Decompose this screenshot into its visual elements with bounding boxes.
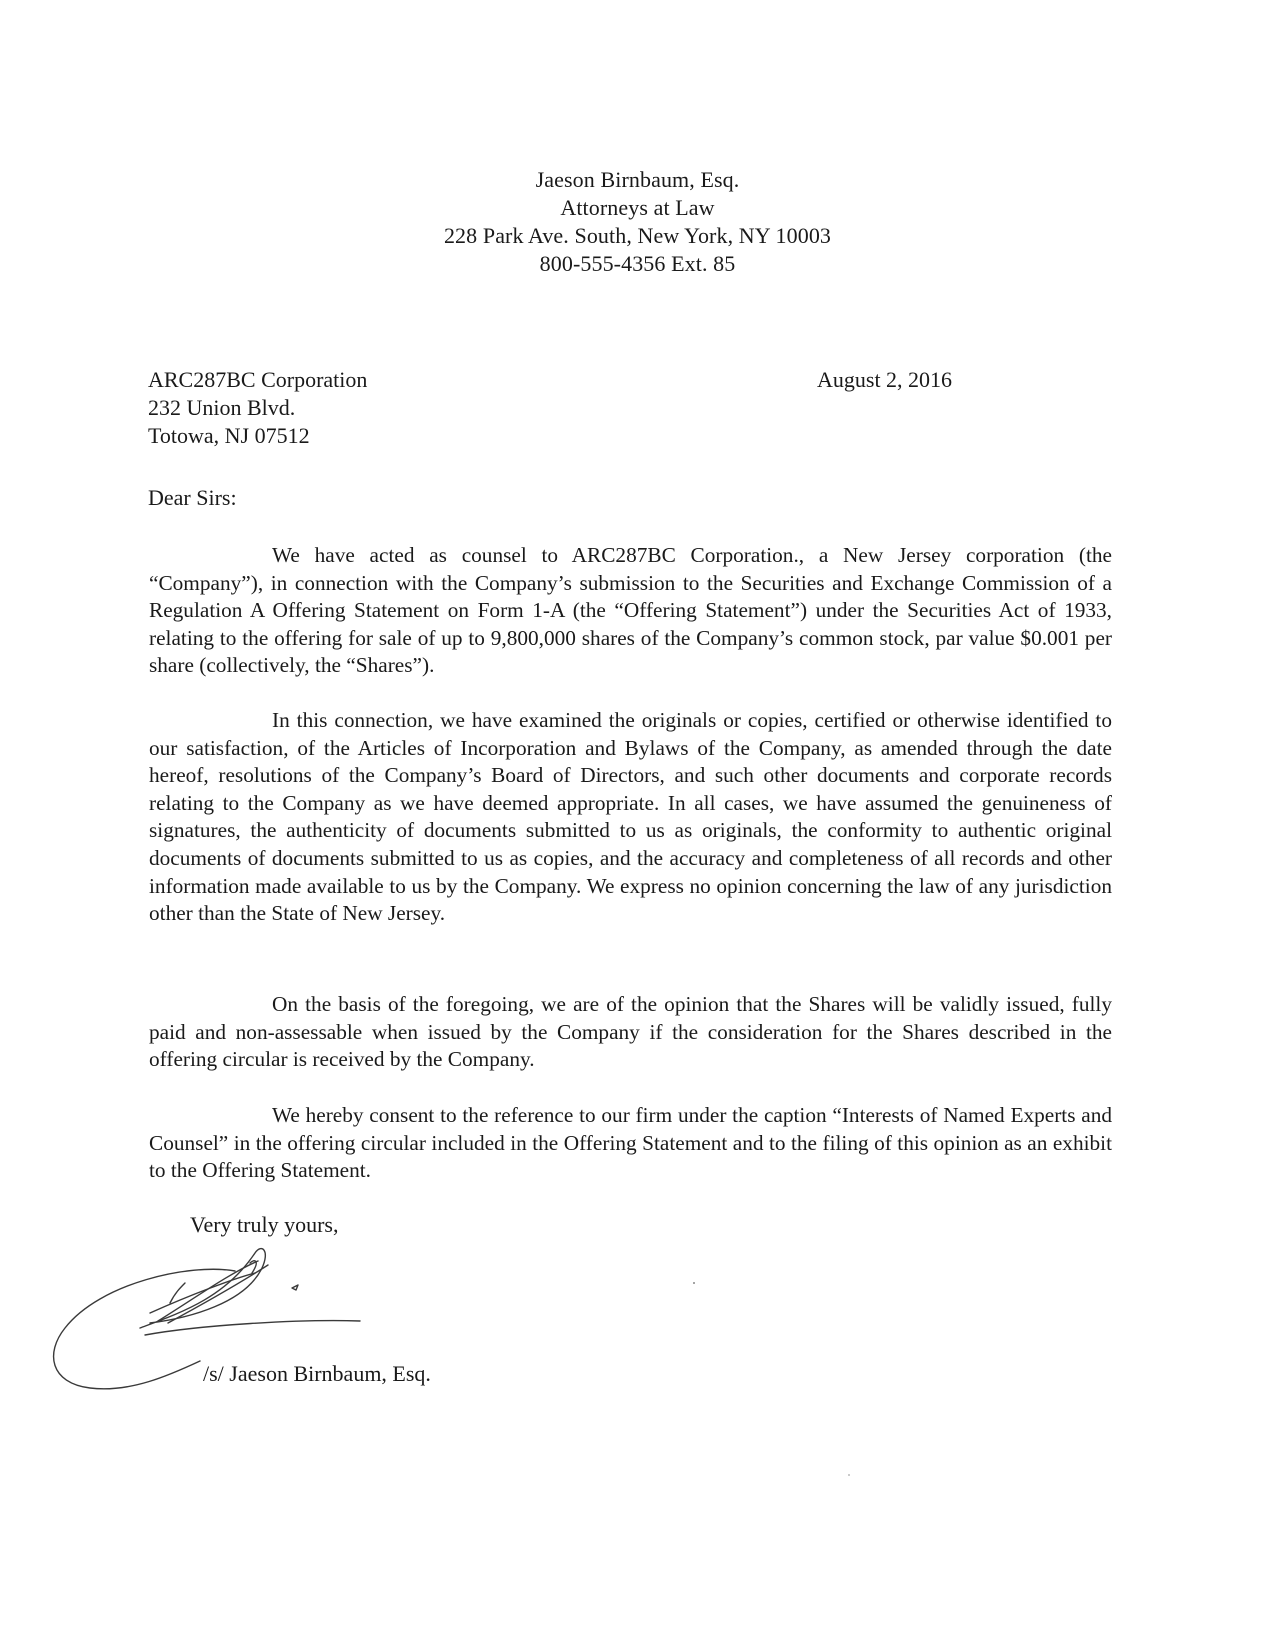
addressee-street: 232 Union Blvd. — [148, 395, 296, 420]
body-paragraph-consent: We hereby consent to the reference to our firm under the caption “Interests of Named Experts and Counsel” in the offering circular included in the Offering Statement and to the filing of this opinion as an exhibit to the Offering Statement. — [149, 1103, 1112, 1183]
body-paragraph-examination: In this connection, we have examined the originals or copies, certified or otherwise identified to our satisfaction, of the Articles of Incorporation and Bylaws of the Company, as amended through the date hereof, resolutions of the Company’s Board of Directors, and such other documents and corporate records relating to the Company as we have deemed appropriate. In all cases, we have assumed the genuineness of signatures, the authenticity of documents submitted to us as originals, the conformity to authentic original documents of documents submitted to us as copies, and the accuracy and completeness of all records and other information made available to us by the Company. We express no opinion concerning the law of any jurisdiction other than the State of New Jersey. — [149, 708, 1112, 926]
addressee-city: Totowa, NJ 07512 — [148, 423, 310, 448]
scan-speck — [848, 1474, 850, 1476]
letter-date: August 2, 2016 — [817, 367, 953, 392]
addressee-block — [148, 366, 367, 450]
body-paragraph-opinion: On the basis of the foregoing, we are of the opinion that the Shares will be validly issued, fully paid and non-assessable when issued by the Company if the consideration for the Shares described in the offering circular is received by the Company. — [149, 992, 1112, 1072]
letterhead-name: Jaeson Birnbaum, Esq. — [535, 167, 740, 192]
letterhead — [0, 166, 1275, 278]
scan-speck — [693, 1282, 695, 1284]
letterhead-phone: 800-555-4356 Ext. 85 — [539, 251, 736, 276]
body-paragraph-counsel: We have acted as counsel to ARC287BC Corporation., a New Jersey corporation (the “Company”), in connection with the Company’s submission to the Securities and Exchange Commission of a Regulation A Offering Statement on Form 1-A (the “Offering Statement”) under the Securities Act of 1933, relating to the offering for sale of up to 9,800,000 shares of the Company’s common stock, par value $0.001 per share (collectively, the “Shares”). — [149, 543, 1112, 678]
closing: Very truly yours, — [190, 1212, 339, 1237]
letterhead-subtitle: Attorneys at Law — [560, 195, 715, 220]
addressee-company: ARC287BC Corporation — [148, 367, 368, 392]
salutation: Dear Sirs: — [148, 485, 237, 510]
signer-name: /s/ Jaeson Birnbaum, Esq. — [203, 1361, 431, 1386]
letterhead-address: 228 Park Ave. South, New York, NY 10003 — [443, 223, 832, 248]
